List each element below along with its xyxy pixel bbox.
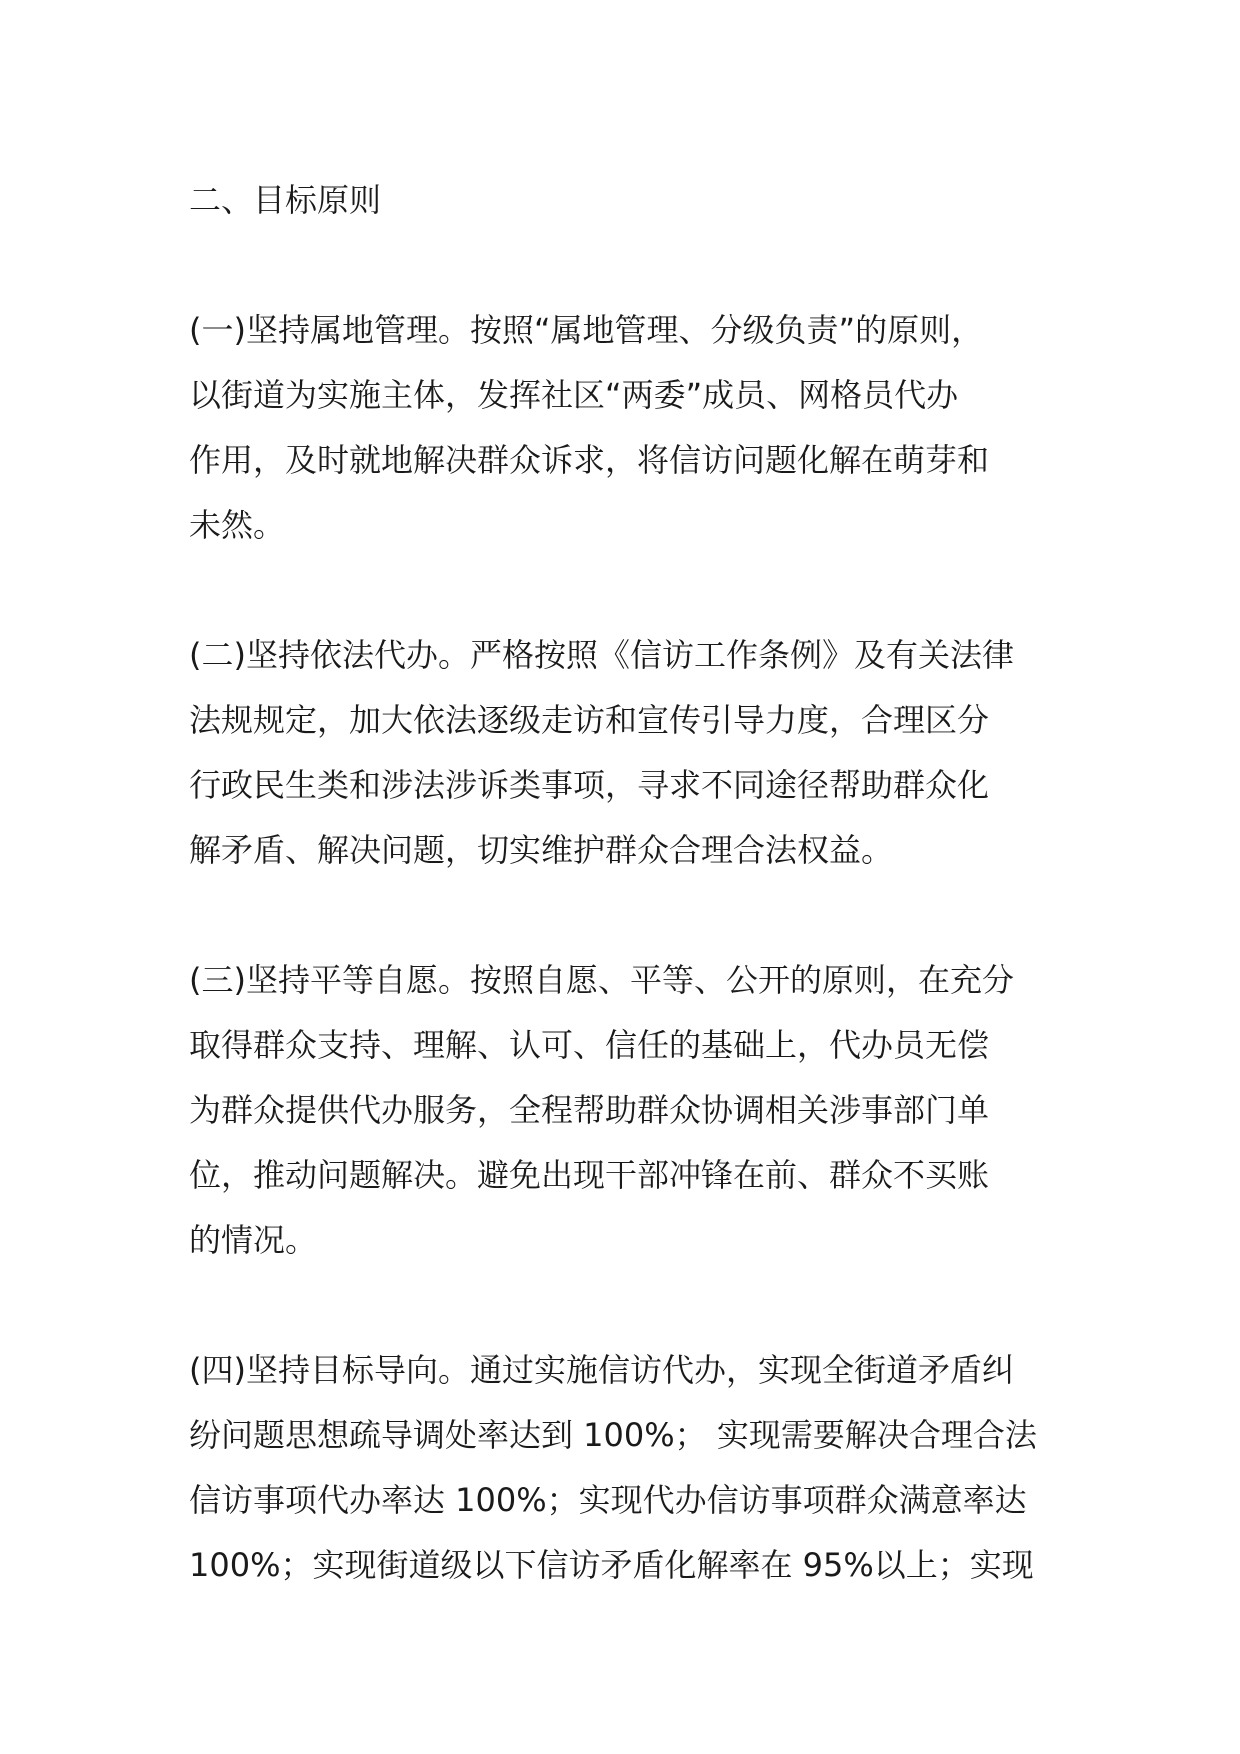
document-body [189, 168, 1064, 1598]
paragraph-line: 行政民生类和涉法涉诉类事项，寻求不同途径帮助群众化 [189, 766, 990, 804]
paragraph-line: (一)坚持属地管理。按照“属地管理、分级负责”的原则， [189, 311, 984, 349]
paragraph-line: 取得群众支持、理解、认可、信任的基础上，代办员无偿 [189, 1026, 990, 1064]
paragraph-line: (三)坚持平等自愿。按照自愿、平等、公开的原则，在充分 [189, 961, 1014, 999]
paragraph-line: 作用，及时就地解决群众诉求，将信访问题化解在萌芽和 [189, 441, 990, 479]
paragraph-principle-1 [189, 298, 1064, 558]
paragraph-line: 纷问题思想疏导调处率达到 100%； 实现需要解决合理合法 [189, 1416, 1037, 1454]
paragraph-line: 位，推动问题解决。避免出现干部冲锋在前、群众不买账 [189, 1156, 990, 1194]
paragraph-line: (二)坚持依法代办。严格按照《信访工作条例》及有关法律 [189, 636, 1014, 674]
paragraph-line: 信访事项代办率达 100%；实现代办信访事项群众满意率达 [189, 1481, 1027, 1519]
paragraph-line: 解矛盾、解决问题，切实维护群众合理合法权益。 [189, 831, 894, 869]
paragraph-principle-2 [189, 623, 1064, 883]
paragraph-line: 法规规定，加大依法逐级走访和宣传引导力度，合理区分 [189, 701, 990, 739]
paragraph-line: 未然。 [189, 506, 286, 544]
paragraph-principle-3 [189, 948, 1064, 1273]
paragraph-line: 以街道为实施主体，发挥社区“两委”成员、网格员代办 [189, 376, 959, 414]
paragraph-line: 100%；实现街道级以下信访矛盾化解率在 95%以上；实现 [189, 1546, 1034, 1584]
paragraph-line: 的情况。 [189, 1221, 318, 1259]
paragraph-principle-4 [189, 1338, 1064, 1598]
section-heading: 二、目标原则 [189, 181, 382, 219]
paragraph-line: (四)坚持目标导向。通过实施信访代办，实现全街道矛盾纠 [189, 1351, 1014, 1389]
paragraph-line: 为群众提供代办服务，全程帮助群众协调相关涉事部门单 [189, 1091, 990, 1129]
